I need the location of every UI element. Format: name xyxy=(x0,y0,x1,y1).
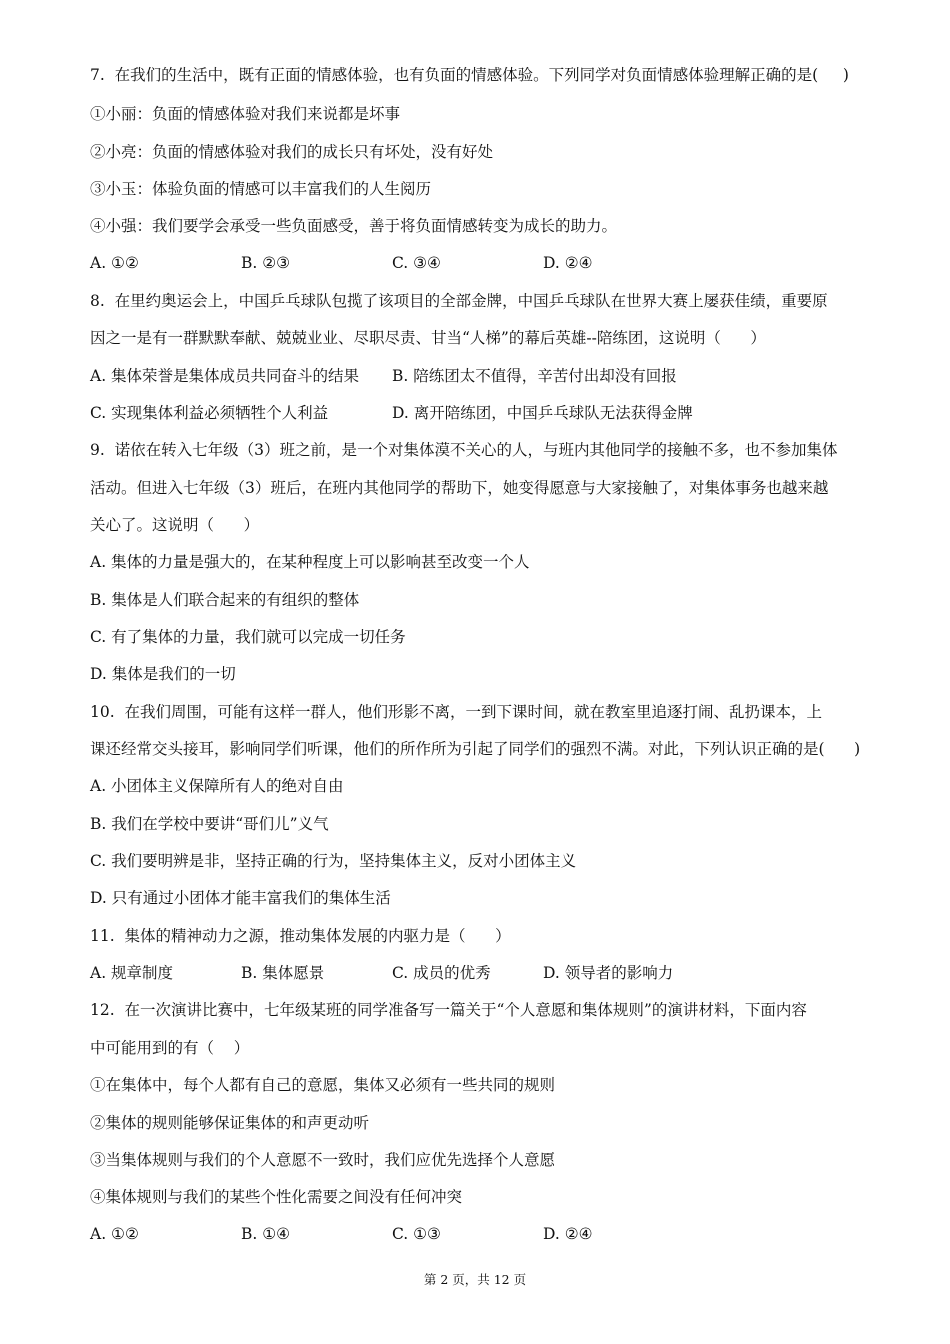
question-7-statement-1: ①小丽：负面的情感体验对我们来说都是坏事 xyxy=(90,105,401,123)
question-12-statement-2: ②集体的规则能够保证集体的和声更动听 xyxy=(90,1114,370,1132)
question-12-option-c: C. ①③ xyxy=(392,1225,441,1243)
question-12-stem-line-1: 12. 在一次演讲比赛中，七年级某班的同学准备写一篇关于“个人意愿和集体规则”的演讲材料，下面内容 xyxy=(90,1001,807,1019)
question-10-stem-line-1: 10. 在我们周围，可能有这样一群人，他们形影不离，一到下课时间，就在教室里追逐打闹、乱扔课本，上 xyxy=(90,703,823,721)
question-7-stem: 7. 在我们的生活中，既有正面的情感体验，也有负面的情感体验。下列同学对负面情感体验理解正确的是( ) xyxy=(90,66,849,84)
question-7-option-b: B. ②③ xyxy=(241,254,291,272)
page-footer: 第 2 页，共 12 页 xyxy=(423,1272,527,1287)
question-11-option-d: D. 领导者的影响力 xyxy=(543,964,674,982)
question-8-option-c: C. 实现集体利益必须牺牲个人利益 xyxy=(90,404,329,422)
question-7-option-a: A. ①② xyxy=(90,254,139,272)
question-9-stem-line-1: 9. 诺依在转入七年级（3）班之前，是一个对集体漠不关心的人，与班内其他同学的接触不多，也不参加集体 xyxy=(90,441,838,459)
question-12-option-b: B. ①④ xyxy=(241,1225,291,1243)
question-12-statement-1: ①在集体中，每个人都有自己的意愿，集体又必须有一些共同的规则 xyxy=(90,1076,556,1094)
question-8-option-d: D. 离开陪练团，中国乒乓球队无法获得金牌 xyxy=(392,404,693,422)
question-11-option-c: C. 成员的优秀 xyxy=(392,964,491,982)
question-10-option-d: D. 只有通过小团体才能丰富我们的集体生活 xyxy=(90,889,391,907)
question-12-statement-3: ③当集体规则与我们的个人意愿不一致时，我们应优先选择个人意愿 xyxy=(90,1151,556,1169)
question-12-option-a: A. ①② xyxy=(90,1225,139,1243)
question-8-option-a: A. 集体荣誉是集体成员共同奋斗的结果 xyxy=(90,367,360,385)
question-8-option-b: B. 陪练团太不值得，辛苦付出却没有回报 xyxy=(392,367,677,385)
question-10-option-c: C. 我们要明辨是非，坚持正确的行为，坚持集体主义，反对小团体主义 xyxy=(90,852,577,870)
question-11-option-b: B. 集体愿景 xyxy=(241,964,325,982)
question-9-stem-line-3: 关心了。这说明（ ） xyxy=(90,516,260,534)
question-12-stem-line-2: 中可能用到的有（ ） xyxy=(90,1039,250,1057)
question-9-option-a: A. 集体的力量是强大的，在某种程度上可以影响甚至改变一个人 xyxy=(90,553,530,571)
question-7-option-d: D. ②④ xyxy=(543,254,593,272)
question-11-stem: 11. 集体的精神动力之源，推动集体发展的内驱力是（ ） xyxy=(90,927,511,945)
question-9-option-c: C. 有了集体的力量，我们就可以完成一切任务 xyxy=(90,628,406,646)
question-9-option-b: B. 集体是人们联合起来的有组织的整体 xyxy=(90,591,360,609)
question-9-stem-line-2: 活动。但进入七年级（3）班后，在班内其他同学的帮助下，她变得愿意与大家接触了，对集体事务也越来越 xyxy=(90,479,829,497)
question-8-stem-line-2: 因之一是有一群默默奉献、兢兢业业、尽职尽责、甘当“人梯”的幕后英雄--陪练团，这说明（ ） xyxy=(90,329,766,347)
question-7-statement-3: ③小玉：体验负面的情感可以丰富我们的人生阅历 xyxy=(90,180,432,198)
question-8-stem-line-1: 8. 在里约奥运会上，中国乒乓球队包揽了该项目的全部金牌，中国乒乓球队在世界大赛上屡获佳绩，重要原 xyxy=(90,292,828,310)
question-10-option-b: B. 我们在学校中要讲“哥们儿”义气 xyxy=(90,815,329,833)
question-12-option-d: D. ②④ xyxy=(543,1225,593,1243)
question-12-statement-4: ④集体规则与我们的某些个性化需要之间没有任何冲突 xyxy=(90,1188,463,1206)
question-7-statement-2: ②小亮：负面的情感体验对我们的成长只有坏处，没有好处 xyxy=(90,143,494,161)
question-11-option-a: A. 规章制度 xyxy=(90,964,174,982)
question-10-option-a: A. 小团体主义保障所有人的绝对自由 xyxy=(90,777,344,795)
question-7-statement-4: ④小强：我们要学会承受一些负面感受，善于将负面情感转变为成长的助力。 xyxy=(90,217,618,235)
question-10-stem-line-2: 课还经常交头接耳，影响同学们听课，他们的所作所为引起了同学们的强烈不满。对此，下列认识正确的是( ) xyxy=(90,740,861,758)
question-7-option-c: C. ③④ xyxy=(392,254,441,272)
question-9-option-d: D. 集体是我们的一切 xyxy=(90,665,236,683)
